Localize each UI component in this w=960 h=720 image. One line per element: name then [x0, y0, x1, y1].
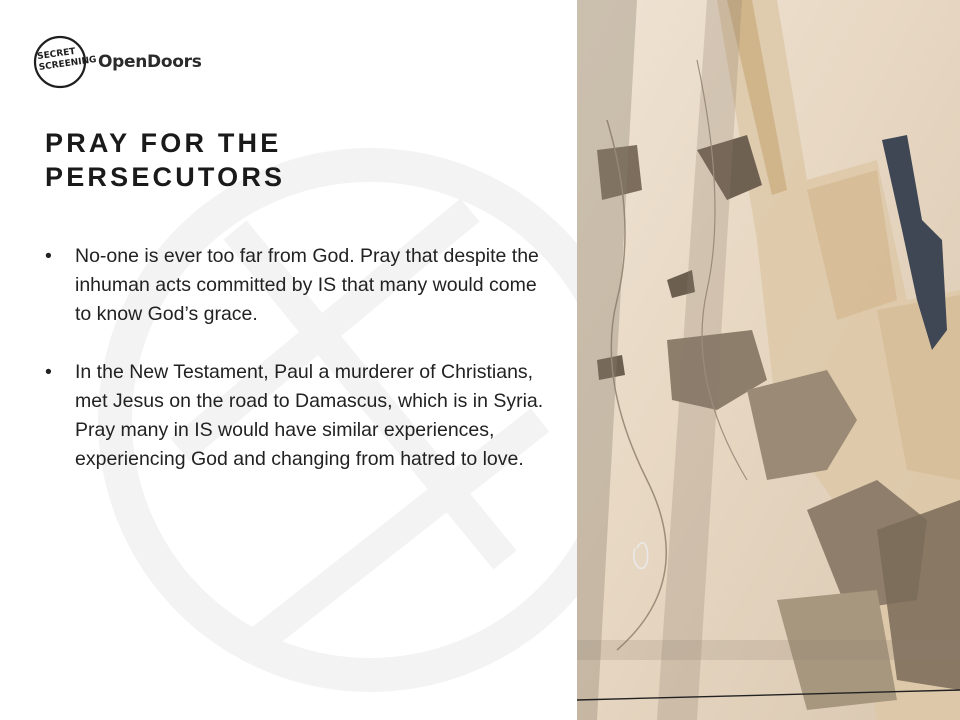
logo-row [32, 34, 202, 90]
bullet-list [45, 242, 545, 503]
secret-screening-logo [32, 34, 98, 90]
bullet-marker: • [45, 361, 52, 383]
bullet-item-1 [45, 242, 545, 329]
damaged-wall-photo [577, 0, 960, 720]
bullet-text-2: In the New Testament, Paul a murderer of Christians, met Jesus on the road to Damascus, which is in Syria. Pray many in IS would have similar experiences, experiencing God and changing from hatred to love. [75, 361, 544, 470]
open-doors-logo: OpenDoors [98, 52, 202, 72]
bullet-marker: • [45, 245, 52, 267]
bullet-item-2 [45, 358, 545, 474]
bullet-text-1: No-one is ever too far from God. Pray that despite the inhuman acts committed by IS that many would come to know God’s grace. [75, 245, 539, 325]
secret-screening-logo-text: SECRET SCREENING [36, 46, 98, 73]
slide-title: PRAY FOR THE PERSECUTORS [45, 128, 286, 192]
